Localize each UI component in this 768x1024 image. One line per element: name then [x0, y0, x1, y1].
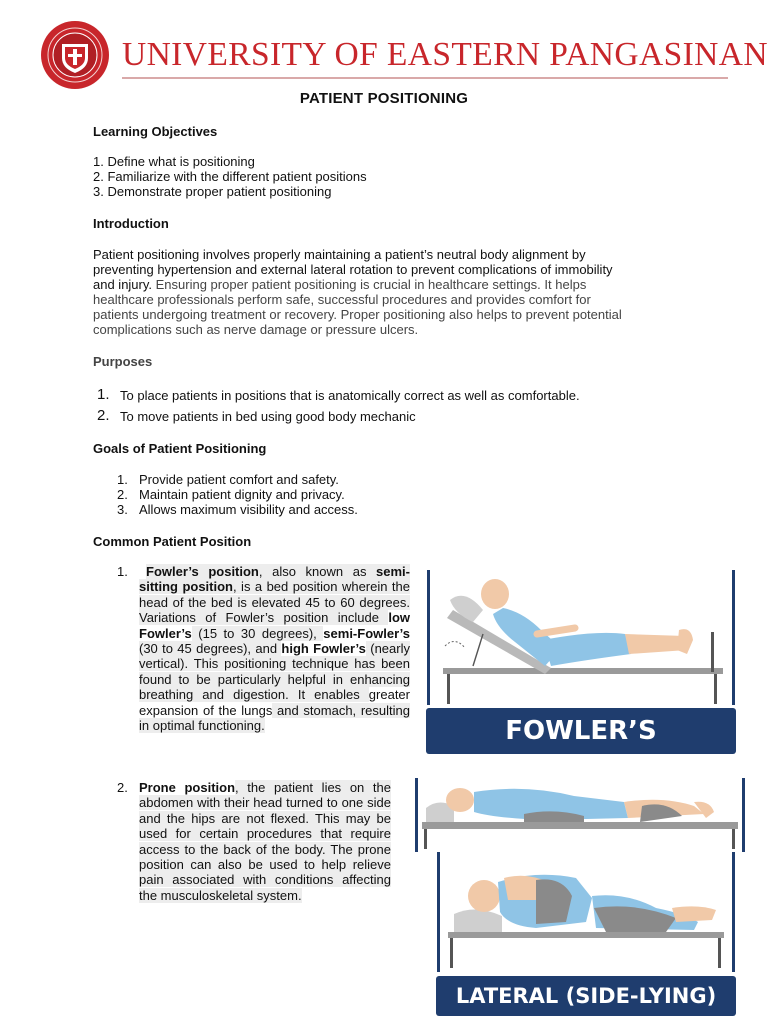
intro-line: preventing hypertension and external lateral rotation to prevent complications of immobility: [93, 262, 613, 277]
lateral-label: LATERAL (SIDE-LYING): [436, 976, 736, 1016]
fowlers-text: and stomach, resulting in optimal functioning.: [139, 702, 410, 734]
lateral-illustration: [436, 852, 736, 972]
purposes-heading: Purposes: [93, 354, 153, 369]
prone-paragraph: [139, 780, 391, 903]
goal-item: Maintain patient dignity and privacy.: [139, 487, 345, 502]
intro-line-part: and injury.: [93, 277, 153, 292]
purpose-number: 2.: [97, 407, 110, 424]
university-seal-icon: [40, 20, 110, 90]
fowlers-term: Fowler’s position: [146, 564, 259, 579]
header-divider: [122, 77, 728, 79]
fowlers-number: 1.: [117, 564, 128, 579]
fowlers-illustration: [425, 570, 737, 710]
intro-line: healthcare professionals perform safe, successful procedures and provides comfort for: [93, 292, 591, 307]
intro-line: complications such as nerve damage or pressure ulcers.: [93, 322, 419, 337]
low-fowlers-term: low Fowler’s: [139, 610, 410, 641]
goal-item: Allows maximum visibility and access.: [139, 502, 358, 517]
goal-number: 1.: [117, 472, 128, 487]
goal-number: 3.: [117, 502, 128, 517]
objective-item: 3. Demonstrate proper patient positioning: [93, 184, 332, 199]
lungs-phrase: greater expansion of the lungs: [139, 687, 410, 718]
objective-item: 2. Familiarize with the different patient positions: [93, 169, 367, 184]
goal-number: 2.: [117, 487, 128, 502]
intro-line: Patient positioning involves properly maintaining a patient’s neutral body alignment by: [93, 247, 586, 262]
purpose-number: 1.: [97, 386, 110, 403]
document-title: PATIENT POSITIONING: [299, 90, 469, 107]
fowlers-text: (15 to 30 degrees),: [191, 625, 324, 641]
intro-line-composite: [93, 277, 683, 292]
goals-heading: Goals of Patient Positioning: [93, 441, 267, 456]
fowlers-text: (nearly vertical). This positioning technique has been found to be particularly helpful in enhancing breathing and digestion. It enables: [139, 641, 410, 703]
prone-figure: [414, 778, 748, 852]
prone-number: 2.: [117, 780, 128, 795]
fowlers-text: , also known as: [258, 564, 377, 579]
common-position-heading: Common Patient Position: [93, 534, 252, 549]
university-name: UNIVERSITY OF EASTERN PANGASINAN: [122, 36, 768, 73]
prone-illustration: [414, 778, 748, 852]
goal-item: Provide patient comfort and safety.: [139, 472, 339, 487]
fowlers-paragraph: [139, 564, 410, 733]
prone-text: , the patient lies on the abdomen with their head turned to one side and the hips are not flexed. This may be used for certain procedures that require access to the back of the body. The prone position can also be used to help relieve pain associated with conditions affecting the musculoskeletal system.: [139, 780, 391, 903]
introduction-heading: Introduction: [93, 216, 169, 231]
intro-line: patients undergoing treatment or recovery. Proper positioning also helps to prevent potential: [93, 307, 622, 322]
learning-objectives-heading: Learning Objectives: [93, 124, 218, 139]
fowlers-label: FOWLER’S: [426, 708, 736, 754]
fowlers-text: (30 to 45 degrees), and: [139, 641, 282, 657]
fowlers-text: , is a bed position wherein the head of the bed is elevated 45 to 60 degrees. Variations of Fowler’s position include: [139, 579, 411, 626]
purpose-item: To move patients in bed using good body mechanic: [120, 409, 416, 424]
prone-term: Prone position: [139, 780, 236, 795]
university-header: [38, 14, 768, 90]
objective-item: 1. Define what is positioning: [93, 154, 255, 169]
intro-line-part: Ensuring proper patient positioning is crucial in healthcare settings. It helps: [152, 277, 587, 292]
purpose-item: To place patients in positions that is anatomically correct as well as comfortable.: [120, 388, 580, 403]
semi-fowlers-term: semi-Fowler’s: [323, 625, 410, 641]
high-fowlers-term: high Fowler’s: [281, 641, 366, 657]
semi-sitting-term: semi-sitting position: [139, 564, 410, 595]
fowlers-figure: [425, 570, 737, 756]
lateral-figure: [436, 852, 736, 1016]
